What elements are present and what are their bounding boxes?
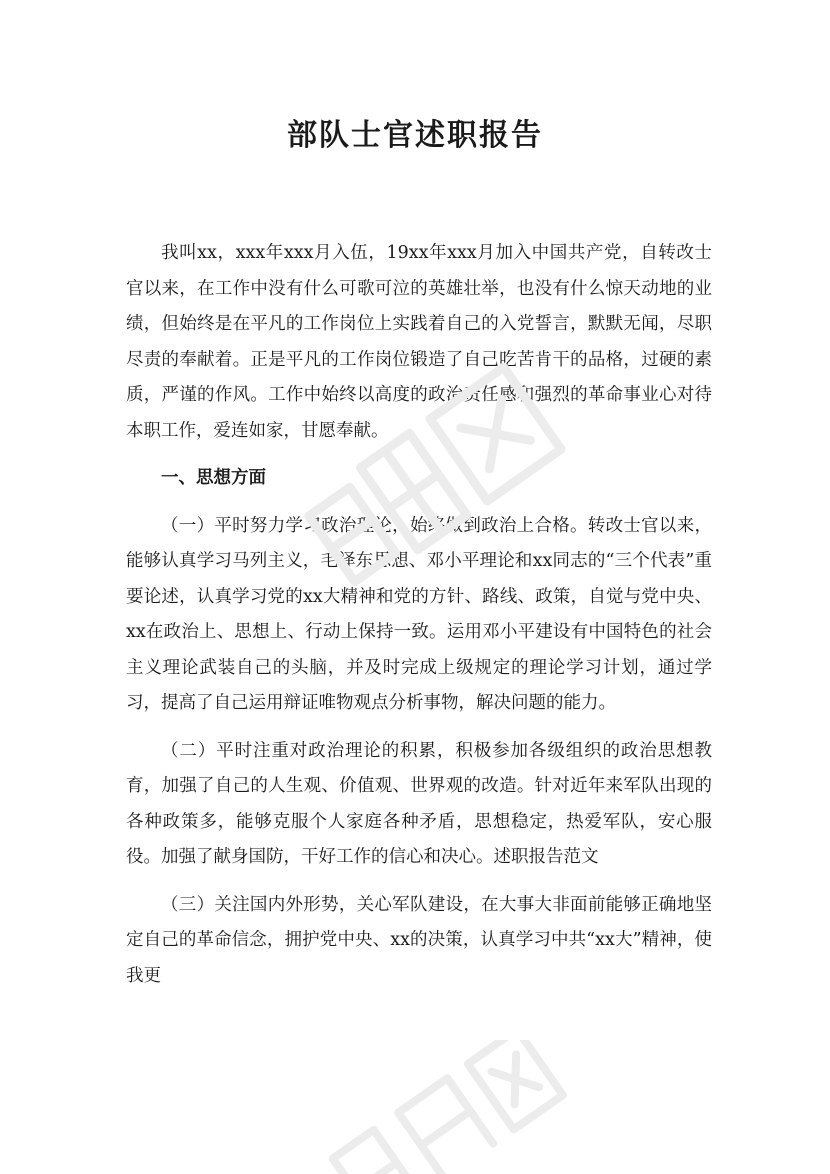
subsection-paragraph-3: （三）关注国内外形势，关心军队建设，在大事大非面前能够正确地坚定自己的革命信念，拥护党中央、xx的决策，认真学习中共“xx大”精神，使我更 xyxy=(126,894,712,986)
watermark-stamp-bottom xyxy=(300,1040,580,1174)
document-title: 部队士官述职报告 xyxy=(287,118,543,153)
subsection-paragraph-2: （二）平时注重对政治理论的积累，积极参加各级组织的政治思想教育，加强了自己的人生观、价值观、世界观的改造。针对近年来军队出现的各种政策多，能够克服个人家庭各种矛盾，思想稳定，热爱军队，安心服役。加强了献身国防，干好工作的信心和决心。述职报告范文 xyxy=(126,740,712,867)
document-body xyxy=(126,236,712,1006)
intro-paragraph: 我叫xx，xxx年xxx月入伍，19xx年xxx月加入中国共产党，自转改士官以来，在工作中没有什么可歌可泣的英雄壮举，也没有什么惊天动地的业绩，但始终是在平凡的工作岗位上实践着自己的入党誓言，默默无闻，尽职尽责的奉献着。正是平凡的工作岗位锻造了自己吃苦肯干的品格，过硬的素质，严谨的作风。工作中始终以高度的政治责任感和强烈的革命事业心对待本职工作，爱连如家，甘愿奉献。 xyxy=(126,243,712,441)
section-heading-thought: 一、思想方面 xyxy=(161,468,266,488)
subsection-paragraph-1: （一）平时努力学习政治理论，始终做到政治上合格。转改士官以来，能够认真学习马列主义，毛泽东思想、邓小平理论和xx同志的“三个代表”重要论述，认真学习党的xx大精神和党的方针、路线、政策，自觉与党中央、xx在政治上、思想上、行动上保持一致。运用邓小平建设有中国特色的社会主义理论武装自己的头脑，并及时完成上级规定的理论学习计划，通过学习，提高了自己运用辩证唯物观点分析事物，解决问题的能力。 xyxy=(126,515,712,713)
